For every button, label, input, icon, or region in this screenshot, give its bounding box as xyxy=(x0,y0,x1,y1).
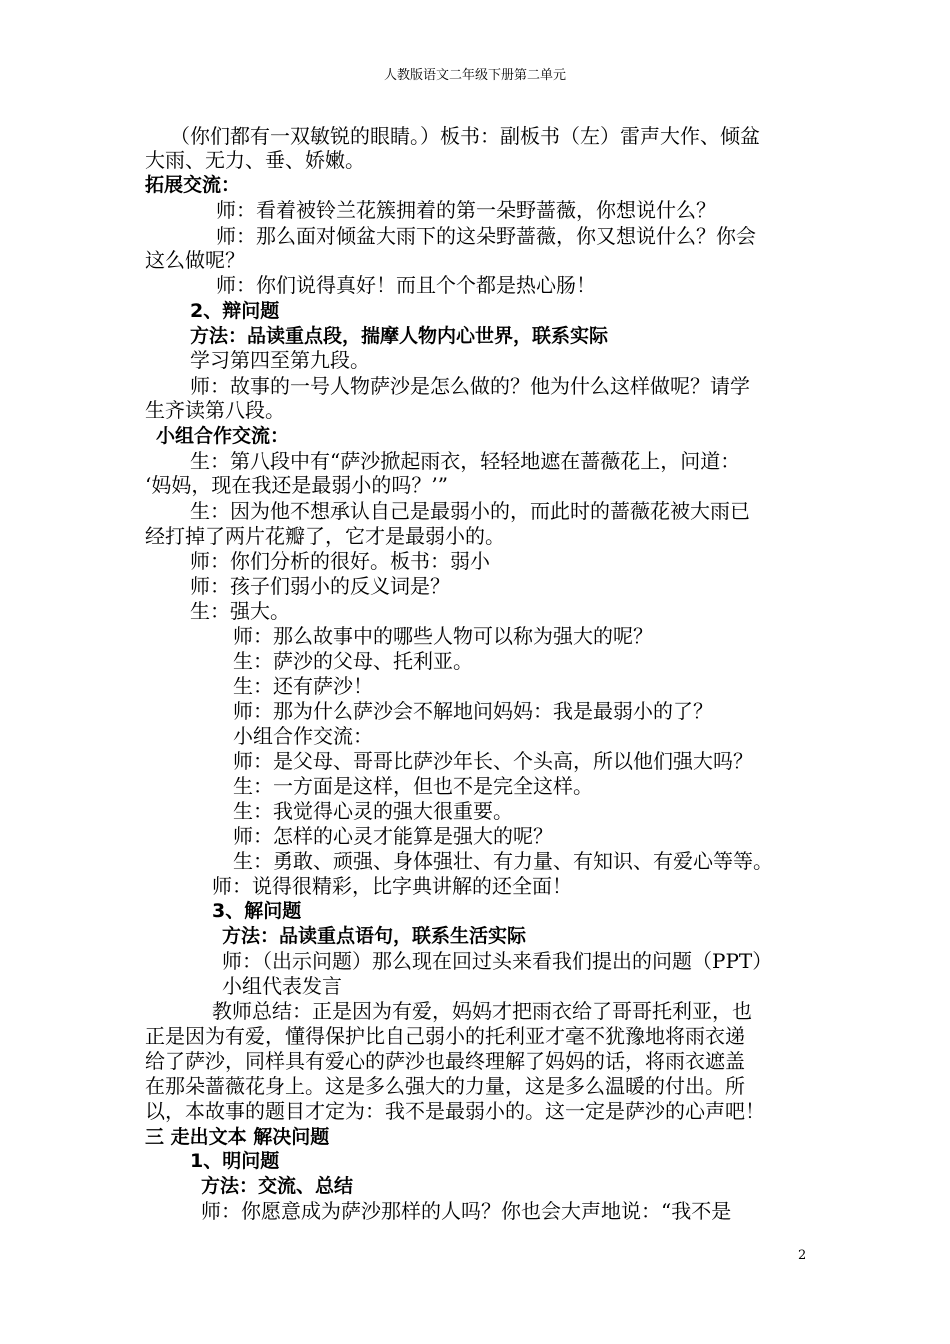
text-line: 生：因为他不想承认自己是最弱小的，而此时的蔷薇花被大雨已 xyxy=(190,499,750,523)
text-line: 师：你们分析的很好。板书：弱小 xyxy=(190,549,490,573)
text-line: 生：萨沙的父母、托利亚。 xyxy=(233,649,473,673)
section-heading: 小组合作交流： xyxy=(156,425,290,447)
section-heading: 三 走出文本 解决问题 xyxy=(145,1126,330,1148)
text-line: 师：那么故事中的哪些人物可以称为强大的呢？ xyxy=(233,624,653,648)
text-line: 给了萨沙，同样具有爱心的萨沙也最终理解了妈妈的话，将雨衣遮盖 xyxy=(145,1049,745,1073)
text-line: 小组代表发言 xyxy=(222,974,342,998)
text-line: 师：那为什么萨沙会不解地问妈妈：我是最弱小的了？ xyxy=(233,699,713,723)
text-line: 师：怎样的心灵才能算是强大的呢？ xyxy=(233,824,553,848)
section-heading: 拓展交流： xyxy=(145,174,241,196)
text-line: 师：你们说得真好！而且个个都是热心肠！ xyxy=(216,273,596,297)
text-line: 这么做呢？ xyxy=(145,248,245,272)
section-heading: 2、辩问题 xyxy=(190,300,280,322)
text-line: 生：还有萨沙！ xyxy=(233,674,373,698)
section-heading: 1、明问题 xyxy=(190,1150,280,1172)
text-line: 生：第八段中有“萨沙掀起雨衣，轻轻地遮在蔷薇花上，问道： xyxy=(190,449,741,473)
page-number: 2 xyxy=(798,1248,807,1263)
page-header: 人教版语文二年级下册第二单元 xyxy=(383,68,566,83)
text-line: 以，本故事的题目才定为：我不是最弱小的。这一定是萨沙的心声吧！ xyxy=(145,1099,765,1123)
text-line: ‘妈妈，现在我还是最弱小的吗？’” xyxy=(145,473,448,497)
text-line: 小组合作交流： xyxy=(233,724,373,748)
text-line: 生：一方面是这样，但也不是完全这样。 xyxy=(233,774,593,798)
text-line: 师：说得很精彩，比字典讲解的还全面！ xyxy=(212,874,572,898)
text-line: 师：故事的一号人物萨沙是怎么做的？他为什么这样做呢？请学 xyxy=(190,374,750,398)
text-line: （你们都有一双敏锐的眼睛。）板书：副板书（左）雷声大作、倾盆 xyxy=(170,124,760,148)
text-line: 生：我觉得心灵的强大很重要。 xyxy=(233,799,513,823)
text-line: 生齐读第八段。 xyxy=(145,398,285,422)
method-line: 方法：交流、总结 xyxy=(201,1175,354,1197)
text-line: 正是因为有爱，懂得保护比自己弱小的托利亚才毫不犹豫地将雨衣递 xyxy=(145,1024,745,1048)
text-line: 师：是父母、哥哥比萨沙年长、个头高，所以他们强大吗？ xyxy=(233,749,753,773)
text-line: 在那朵蔷薇花身上。这是多么强大的力量，这是多么温暖的付出。所 xyxy=(145,1074,745,1098)
text-line: 生：强大。 xyxy=(190,599,290,623)
text-line: 师：你愿意成为萨沙那样的人吗？你也会大声地说：“我不是 xyxy=(201,1199,732,1223)
text-line: 生：勇敢、顽强、身体强壮、有力量、有知识、有爱心等等。 xyxy=(233,849,773,873)
section-heading: 3、解问题 xyxy=(212,900,302,922)
text-line: 教师总结：正是因为有爱，妈妈才把雨衣给了哥哥托利亚，也 xyxy=(212,999,752,1023)
text-line: 经打掉了两片花瓣了，它才是最弱小的。 xyxy=(145,524,505,548)
text-line: 大雨、无力、垂、娇嫩。 xyxy=(145,148,365,172)
method-line: 方法：品读重点段，揣摩人物内心世界，联系实际 xyxy=(190,325,609,347)
method-line: 方法：品读重点语句，联系生活实际 xyxy=(222,925,527,947)
text-line: 师：看着被铃兰花簇拥着的第一朵野蔷薇，你想说什么？ xyxy=(216,198,716,222)
text-line: 师：那么面对倾盆大雨下的这朵野蔷薇，你又想说什么？你会 xyxy=(216,224,756,248)
text-line: 学习第四至第九段。 xyxy=(190,348,370,372)
text-line: 师：孩子们弱小的反义词是？ xyxy=(190,574,450,598)
text-line: 师：（出示问题）那么现在回过头来看我们提出的问题（PPT） xyxy=(222,949,773,973)
